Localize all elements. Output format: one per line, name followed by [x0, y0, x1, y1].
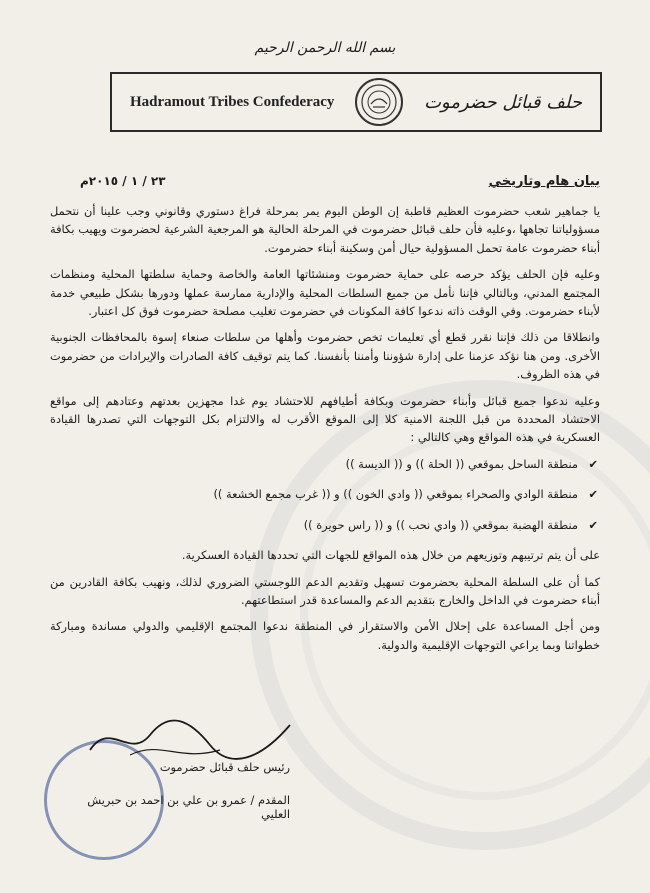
paragraph-6: كما أن على السلطة المحلية بحضرموت تسهيل وتقديم الدعم اللوجستي الضروري لذلك، ونهيب بكافة القادرين من أبناء حضرموت في الداخل والخارج بتقديم الدعم والمساعدة قدر استطاعتهم. — [50, 574, 600, 607]
gathering-sites-list — [50, 455, 600, 534]
org-name-english: Hadramout Tribes Confederacy — [130, 93, 335, 110]
statement-date: ٢٣ / ١ / ٢٠١٥م — [80, 174, 166, 188]
check-icon: ✔ — [588, 517, 598, 532]
statement-body — [50, 202, 600, 662]
paragraph-1: يا جماهير شعب حضرموت العظيم قاطبة إن الوطن اليوم يمر بمرحلة فراغ دستوري وقانوني وجب علينا أن نتحمل مسؤولياتنا تجاهها ،وعليه فأن حلف قبائل حضرموت في المرحلة الحالية هو المرجعية الشرعية لحضرموت ويهيب بكافة أبناء حضرموت عامة تحمل المسؤولية حيال أمن وسكينة أبناء حضرموت. — [50, 204, 600, 255]
list-item — [50, 516, 598, 534]
list-item — [50, 485, 598, 503]
paragraph-3: وانطلاقا من ذلك فإننا نقرر قطع أي تعليمات تخص حضرموت وأهلها من سلطات صنعاء إسوة بالمحافظات الجنوبية الأخرى. ومن هنا نؤكد عزمنا على إدارة شؤوننا وأمننا بأنفسنا. كما يتم توقيف كافة الصادرات والإيرادات من حضرموت في هذه الظروف. — [50, 330, 600, 382]
basmala: بسم الله الرحمن الرحيم — [254, 40, 396, 56]
list-item — [50, 455, 598, 473]
paragraph-7: ومن أجل المساعدة على إحلال الأمن والاستقرار في المنطقة ندعوا المجتمع الإقليمي والدولي مساندة ومباركة خطواتنا وبما يراعي التوجهات الإقليمية والدولية. — [50, 619, 600, 652]
letterhead-banner — [110, 72, 602, 132]
list-item-text: منطقة الساحل بموقعي (( الحلة )) و (( الديسة )) — [345, 456, 578, 471]
check-icon: ✔ — [588, 487, 598, 502]
paragraph-4: وعليه ندعوا جميع قبائل وأبناء حضرموت وبكافة أطيافهم للاحتشاد يوم غدا مجهزين بعدتهم وعتادهم إلى مواقع الاحتشاد المحددة من قبل اللجنة الامنية كلا إلى الموقع الأقرب له والالتزام بكل التوجهات التي تصدرها القيادة العسكرية في هذه المواقع وهي كالتالي : — [50, 393, 600, 445]
check-icon: ✔ — [588, 456, 598, 471]
signatory-position: رئيس حلف قبائل حضرموت — [159, 760, 290, 774]
paragraph-5: على أن يتم ترتيبهم وتوزيعهم من خلال هذه المواقع للجهات التي تحددها القيادة العسكرية. — [181, 548, 600, 563]
signatory-name: المقدم / عمرو بن علي بن احمد بن حبريش العليي — [87, 793, 290, 821]
paragraph-2: وعليه فإن الحلف يؤكد حرصه على حماية حضرموت ومنشئاتها العامة والخاصة وحماية سلطتها المحلية ومنظمات المجتمع المدني، وبالتالي فإننا نأمل من جميع السلطات المحلية والإدارية ممارسة عملها ودورها بشكل طبيعي خدمة لأبناء حضرموت. وفي الوقت ذاته ندعوا كافة المكونات في حضرموت تغليب مصلحة حضرموت فوق كل اعتبار. — [50, 267, 600, 319]
org-name-arabic: حلف قبائل حضرموت — [424, 91, 582, 113]
statement-title: بيان هام وتاريخي — [488, 174, 600, 189]
tribes-confederacy-seal-icon — [355, 78, 403, 126]
list-item-text: منطقة الوادي والصحراء بموقعي (( وادي الخون )) و (( غرب مجمع الخشعة )) — [213, 487, 578, 502]
list-item-text: منطقة الهضبة بموقعي (( وادي نحب )) و (( راس حويرة )) — [303, 517, 578, 532]
